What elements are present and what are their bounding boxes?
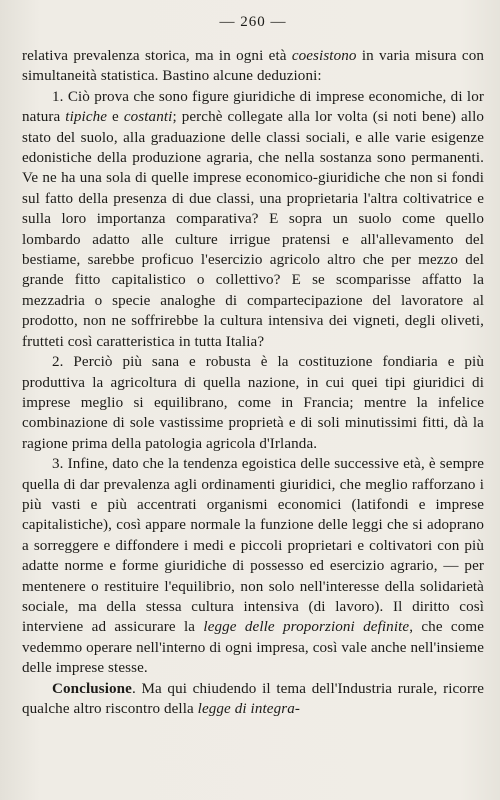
paragraph-conclusion bbox=[22, 679, 484, 720]
page-number: — 260 — bbox=[219, 14, 287, 30]
text-run: ; perchè collegate alla lor volta (si noti bene) allo stato del suolo, alla graduazione delle classi sociali, e alle varie esigenze edonistiche della produzione agraria, che nella sostanza sono permanenti. Ve ne ha una sola di quelle imprese economico-giuridiche che non si fondi sul fatto della presenza di due classi, una proprietaria l'altra coltivatrice e sulla loro importanza comparativa? E sopra un suolo come quello lombardo adatto alle culture irrigue pratensi e all'allevamento del bestiame, sarebbe proficuo l'esercizio agricolo altro che per mezzo del grande fitto capitalistico o collettivo? E se scomparisse affatto la mezzadria o specie analoghe di compartecipazione del lavoratore al prodotto, non ne soffrirebbe la cultura intensiva dei vigneti, degli oliveti, frutteti così caratteristica in tutta Italia? bbox=[22, 109, 485, 350]
text-run: 2. Perciò più sana e robusta è la costituzione fondiaria e più produttiva la agricoltura di quella nazione, in cui quei tipi giuridici di imprese meglio si equilibrano, come in Francia; mentre la infelice combinazione di sole vastissime proprietà e di soli minutissimi fitti, dà la ragione prima della patologia agricola d'Irlanda. bbox=[22, 354, 484, 452]
text-run: relativa prevalenza storica, ma in ogni età bbox=[22, 48, 292, 64]
text-run: 1. Ciò prova che sono figure giuridiche di imprese economiche, di lor natura bbox=[22, 88, 484, 126]
text-run: 3. Infine, dato che la tendenza egoistica delle successive età, è sempre quella di dar prevalenza agli ordinamenti giuridici, che meglio rafforzano i più vasti e più accentrati organismi economici (latifondi e imprese capitalistiche), così appare normale la funzione delle leggi che si adoprano a sorreggere e diffondere i medi e piccoli proprietari e coltivatori con più adatte norme e forme giuridiche di possesso ed esercizio agrario, — per mentenere o restituire l'equilibrio, non solo nell'interesse della solidarietà sociale, ma della stessa cultura intensiva (di lavoro). Il diritto così interviene ad assicurare la bbox=[22, 456, 484, 636]
text-run: e bbox=[107, 109, 124, 126]
paragraph-deduction-2 bbox=[22, 352, 484, 454]
text-run: , che come vedemmo operare nell'interno di ogni impresa, così vale anche nell'insieme delle imprese stesse. bbox=[22, 619, 484, 677]
italic-text-run: legge delle proporzioni definite bbox=[203, 619, 410, 636]
paragraph-continuation bbox=[22, 46, 484, 87]
paragraph-deduction-1 bbox=[22, 87, 484, 352]
text-run: in varia misura con simultaneità statistica. Bastino alcune deduzioni: bbox=[22, 48, 484, 85]
paragraph-deduction-3 bbox=[22, 454, 484, 678]
italic-text-run: coesistono bbox=[291, 48, 357, 64]
text-run: . Ma qui chiudendo il tema dell'Industria rurale, ricorre qualche altro riscontro della bbox=[22, 680, 484, 717]
italic-text-run: tipiche bbox=[65, 109, 108, 126]
italic-text-run: costanti bbox=[123, 109, 173, 126]
body-text bbox=[22, 46, 484, 719]
italic-text-run: legge di integra- bbox=[197, 701, 300, 717]
bold-text-run: Conclusione bbox=[52, 680, 132, 697]
